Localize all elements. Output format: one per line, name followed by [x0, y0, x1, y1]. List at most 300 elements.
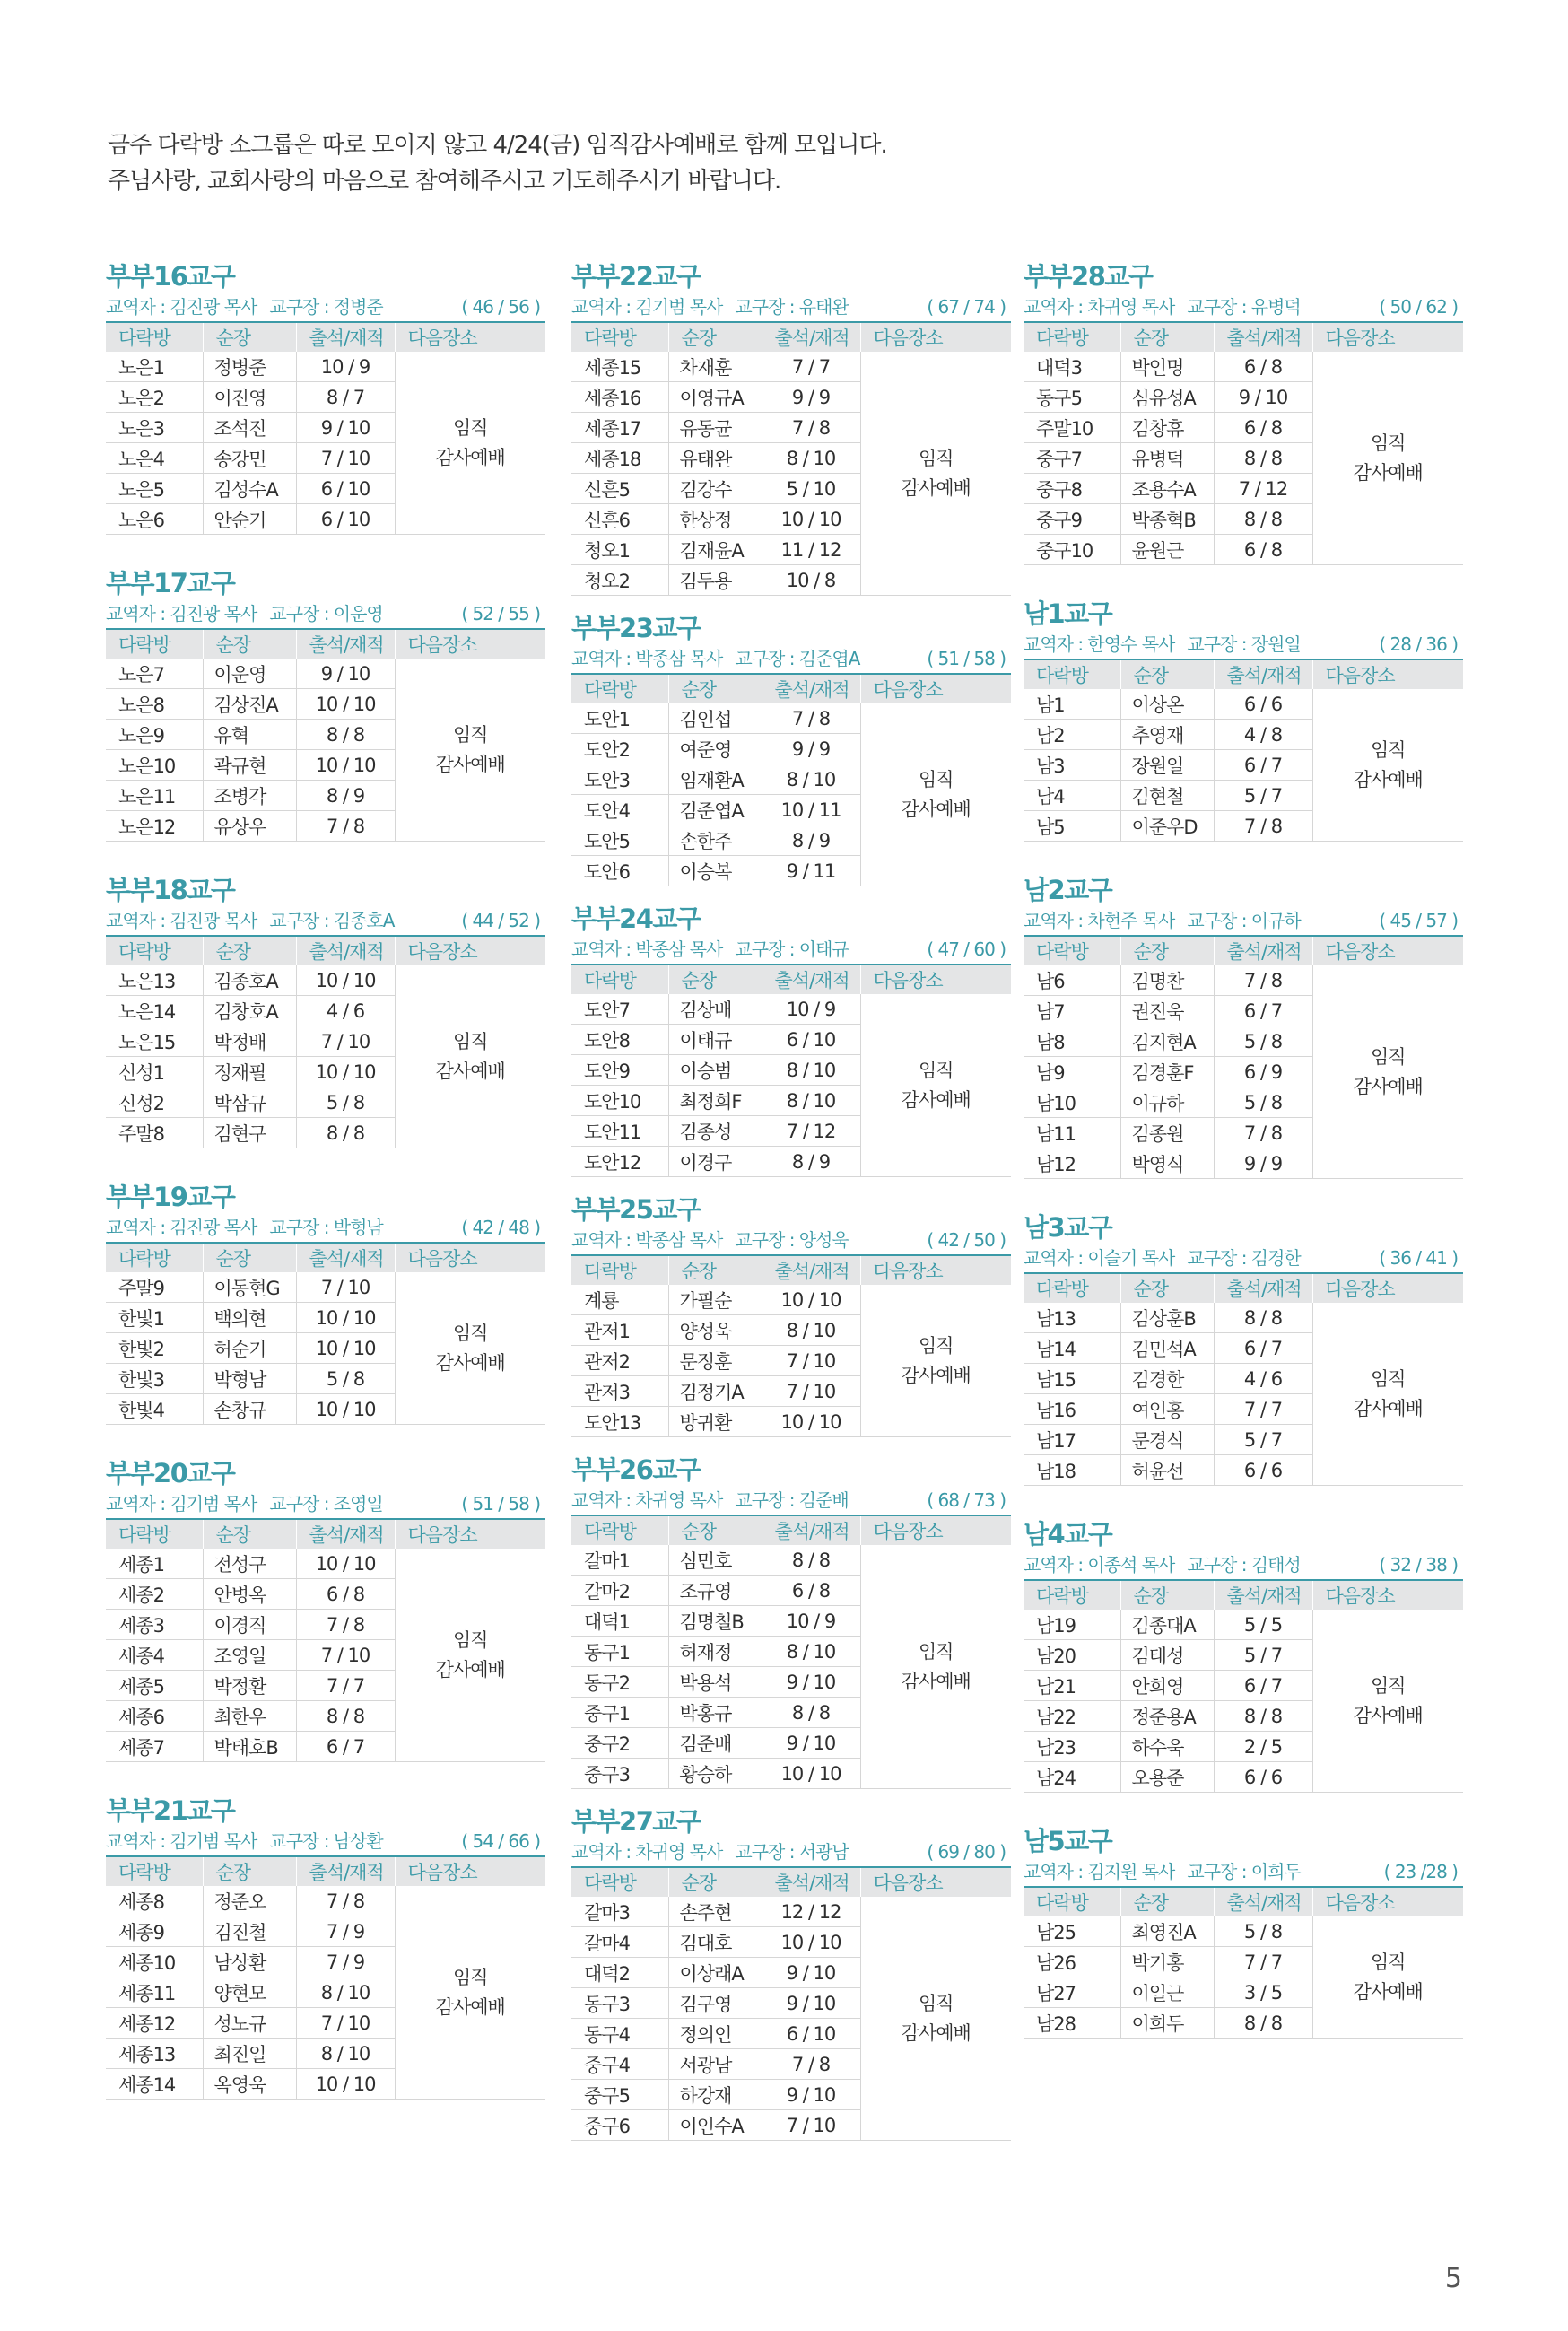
header-attendance: 출석/재적 [296, 1243, 395, 1272]
group-ratio: ( 54 / 66 ) [461, 1830, 540, 1852]
group-ratio: ( 32 / 38 ) [1379, 1554, 1458, 1576]
cell-sunjang: 이승복 [668, 856, 762, 886]
cell-sunjang: 허윤선 [1120, 1455, 1214, 1486]
cell-darakbang: 갈마3 [571, 1897, 668, 1927]
cell-attendance: 5 / 7 [1214, 1640, 1312, 1671]
group-leader: 교구장 : 김준배 [735, 1489, 849, 1511]
cell-darakbang: 세종11 [106, 1977, 203, 2008]
cell-attendance: 10 / 11 [762, 795, 860, 825]
group-block [106, 1457, 545, 1762]
cell-darakbang: 중구9 [1024, 504, 1120, 535]
cell-attendance: 7 / 8 [296, 811, 395, 842]
cell-sunjang: 김민석A [1120, 1333, 1214, 1364]
cell-darakbang: 중구7 [1024, 443, 1120, 474]
cell-attendance: 7 / 10 [296, 2008, 395, 2039]
group-ratio: ( 42 / 48 ) [461, 1217, 540, 1238]
cell-attendance: 6 / 10 [296, 504, 395, 535]
header-attendance: 출석/재적 [1214, 322, 1312, 352]
group-pastor: 교역자 : 한영수 목사 [1024, 633, 1175, 655]
cell-attendance: 7 / 10 [762, 1376, 860, 1407]
cell-darakbang: 남12 [1024, 1148, 1120, 1179]
group-table [1024, 1886, 1463, 2039]
cell-attendance: 10 / 10 [296, 689, 395, 720]
cell-sunjang: 최영진A [1120, 1916, 1214, 1947]
cell-darakbang: 세종4 [106, 1640, 203, 1671]
group-block [106, 567, 545, 842]
cell-attendance: 6 / 6 [1214, 689, 1312, 720]
group-leader: 교구장 : 김태성 [1187, 1554, 1301, 1576]
cell-darakbang: 남21 [1024, 1671, 1120, 1701]
group-title: 남1교구 [1024, 598, 1112, 629]
group-pastor: 교역자 : 김기범 목사 [571, 296, 723, 318]
header-sunjang: 순장 [668, 1515, 762, 1545]
header-next-place: 다음장소 [395, 1243, 545, 1272]
cell-sunjang: 전성구 [203, 1549, 296, 1579]
table-row [106, 1549, 545, 1579]
cell-sunjang: 백의현 [203, 1303, 296, 1333]
header-darakbang: 다락방 [1024, 936, 1120, 965]
header-next-place: 다음장소 [860, 965, 1011, 994]
group-meta [1024, 1244, 1463, 1272]
table-row [1024, 1303, 1463, 1333]
header-next-place: 다음장소 [1312, 1887, 1463, 1916]
header-darakbang: 다락방 [106, 1243, 203, 1272]
cell-darakbang: 남20 [1024, 1640, 1120, 1671]
cell-attendance: 10 / 10 [296, 1333, 395, 1364]
cell-darakbang: 남5 [1024, 811, 1120, 842]
next-place-line-2: 감사예배 [901, 798, 971, 820]
group-title: 부부26교구 [571, 1454, 701, 1485]
cell-next-place [1312, 689, 1463, 842]
header-next-place: 다음장소 [1312, 1273, 1463, 1303]
header-darakbang: 다락방 [571, 965, 668, 994]
cell-darakbang: 동구4 [571, 2019, 668, 2049]
next-place-line-2: 감사예배 [901, 1088, 971, 1111]
cell-attendance: 10 / 10 [296, 750, 395, 781]
header-sunjang: 순장 [668, 1255, 762, 1285]
group-title: 남5교구 [1024, 1826, 1112, 1856]
cell-attendance: 10 / 10 [762, 504, 860, 535]
cell-darakbang: 노은10 [106, 750, 203, 781]
group-table [106, 1518, 545, 1762]
table-row [571, 1285, 1011, 1315]
cell-attendance: 7 / 10 [296, 1640, 395, 1671]
cell-attendance: 11 / 12 [762, 535, 860, 565]
cell-attendance: 6 / 10 [296, 474, 395, 504]
cell-darakbang: 중구8 [1024, 474, 1120, 504]
cell-sunjang: 김명철B [668, 1606, 762, 1637]
cell-attendance: 7 / 7 [1214, 1394, 1312, 1425]
cell-next-place [1312, 965, 1463, 1179]
cell-darakbang: 노은6 [106, 504, 203, 535]
group-ratio: ( 69 / 80 ) [927, 1841, 1006, 1863]
cell-attendance: 10 / 10 [762, 1927, 860, 1958]
header-darakbang: 다락방 [571, 322, 668, 352]
group-leader: 교구장 : 이희두 [1187, 1861, 1301, 1882]
table-header-row [106, 1519, 545, 1549]
cell-sunjang: 추영재 [1120, 720, 1214, 750]
cell-attendance: 8 / 10 [762, 1315, 860, 1346]
cell-attendance: 5 / 7 [1214, 1425, 1312, 1455]
cell-sunjang: 김태성 [1120, 1640, 1214, 1671]
cell-sunjang: 임재환A [668, 764, 762, 795]
cell-darakbang: 노은8 [106, 689, 203, 720]
cell-darakbang: 한빛3 [106, 1364, 203, 1394]
cell-next-place [1312, 352, 1463, 565]
cell-attendance: 5 / 8 [1214, 1026, 1312, 1057]
group-leader: 교구장 : 김종호A [269, 910, 395, 931]
cell-attendance: 6 / 7 [1214, 996, 1312, 1026]
cell-darakbang: 도안3 [571, 764, 668, 795]
cell-sunjang: 이승범 [668, 1055, 762, 1086]
group-table [106, 628, 545, 842]
cell-attendance: 10 / 10 [296, 965, 395, 996]
next-place-line-1: 임직 [1370, 1951, 1406, 1973]
cell-attendance: 6 / 8 [1214, 413, 1312, 443]
column-middle [571, 260, 1011, 2157]
cell-sunjang: 정재필 [203, 1057, 296, 1087]
cell-darakbang: 노은7 [106, 659, 203, 689]
header-attendance: 출석/재적 [1214, 1580, 1312, 1610]
cell-darakbang: 남11 [1024, 1118, 1120, 1148]
cell-darakbang: 관저1 [571, 1315, 668, 1346]
table-row [1024, 965, 1463, 996]
cell-sunjang: 최한우 [203, 1701, 296, 1732]
group-title: 부부28교구 [1024, 261, 1153, 292]
cell-darakbang: 도안6 [571, 856, 668, 886]
cell-sunjang: 정준오 [203, 1886, 296, 1916]
group-ratio: ( 50 / 62 ) [1379, 296, 1458, 318]
cell-attendance: 6 / 8 [1214, 535, 1312, 565]
cell-sunjang: 박정환 [203, 1671, 296, 1701]
header-next-place: 다음장소 [860, 674, 1011, 703]
cell-darakbang: 신성2 [106, 1087, 203, 1118]
cell-sunjang: 정병준 [203, 352, 296, 382]
header-attendance: 출석/재적 [296, 629, 395, 659]
header-next-place: 다음장소 [1312, 659, 1463, 689]
cell-darakbang: 도안2 [571, 734, 668, 764]
cell-sunjang: 안희영 [1120, 1671, 1214, 1701]
cell-sunjang: 정준용A [1120, 1701, 1214, 1732]
cell-attendance: 7 / 8 [762, 2049, 860, 2080]
cell-sunjang: 박용석 [668, 1667, 762, 1698]
cell-attendance: 9 / 9 [762, 734, 860, 764]
cell-attendance: 9 / 10 [762, 1667, 860, 1698]
table-row [571, 994, 1011, 1025]
cell-attendance: 7 / 8 [1214, 1118, 1312, 1148]
group-meta [571, 292, 1011, 321]
table-header-row [571, 322, 1011, 352]
cell-attendance: 6 / 10 [762, 2019, 860, 2049]
cell-darakbang: 남9 [1024, 1057, 1120, 1087]
cell-darakbang: 도안9 [571, 1055, 668, 1086]
cell-darakbang: 대덕1 [571, 1606, 668, 1637]
header-sunjang: 순장 [668, 674, 762, 703]
cell-attendance: 10 / 9 [296, 352, 395, 382]
cell-sunjang: 문경식 [1120, 1425, 1214, 1455]
cell-attendance: 8 / 7 [296, 382, 395, 413]
cell-darakbang: 세종9 [106, 1916, 203, 1947]
cell-darakbang: 중구10 [1024, 535, 1120, 565]
group-meta [571, 1226, 1011, 1254]
group-block [106, 1181, 545, 1425]
cell-sunjang: 박기홍 [1120, 1947, 1214, 1977]
table-row [106, 965, 545, 996]
cell-attendance: 10 / 10 [762, 1407, 860, 1437]
cell-sunjang: 김준엽A [668, 795, 762, 825]
cell-darakbang: 도안7 [571, 994, 668, 1025]
notice-line-2: 주님사랑, 교회사랑의 마음으로 참여해주시고 기도해주시기 바랍니다. [108, 168, 781, 195]
cell-next-place [1312, 1303, 1463, 1486]
cell-sunjang: 심민호 [668, 1545, 762, 1576]
header-darakbang: 다락방 [1024, 659, 1120, 689]
cell-sunjang: 김종호A [203, 965, 296, 996]
next-place-line-1: 임직 [918, 768, 954, 790]
cell-darakbang: 남23 [1024, 1732, 1120, 1762]
cell-sunjang: 김경훈F [1120, 1057, 1214, 1087]
cell-attendance: 5 / 8 [296, 1087, 395, 1118]
cell-attendance: 8 / 8 [1214, 504, 1312, 535]
cell-sunjang: 조병각 [203, 781, 296, 811]
cell-sunjang: 김종성 [668, 1116, 762, 1147]
header-darakbang: 다락방 [1024, 1273, 1120, 1303]
cell-sunjang: 이준우D [1120, 811, 1214, 842]
group-title: 남4교구 [1024, 1519, 1112, 1550]
cell-sunjang: 김진철 [203, 1916, 296, 1947]
cell-darakbang: 중구6 [571, 2110, 668, 2141]
cell-darakbang: 노은3 [106, 413, 203, 443]
cell-next-place [395, 1549, 545, 1762]
table-row [571, 352, 1011, 382]
cell-sunjang: 최진일 [203, 2039, 296, 2069]
cell-attendance: 8 / 10 [762, 1055, 860, 1086]
cell-attendance: 8 / 10 [762, 1086, 860, 1116]
cell-attendance: 8 / 8 [1214, 2008, 1312, 2039]
cell-darakbang: 세종14 [106, 2069, 203, 2100]
cell-attendance: 5 / 8 [296, 1364, 395, 1394]
cell-sunjang: 방귀환 [668, 1407, 762, 1437]
header-sunjang: 순장 [203, 1519, 296, 1549]
header-darakbang: 다락방 [571, 1867, 668, 1897]
cell-next-place [395, 1272, 545, 1425]
cell-sunjang: 김상배 [668, 994, 762, 1025]
table-header-row [106, 1243, 545, 1272]
group-leader: 교구장 : 유병덕 [1187, 296, 1301, 318]
group-meta [106, 292, 545, 321]
table-header-row [1024, 322, 1463, 352]
cell-next-place [860, 1545, 1011, 1789]
header-attendance: 출석/재적 [1214, 1273, 1312, 1303]
group-meta [1024, 630, 1463, 659]
cell-darakbang: 남22 [1024, 1701, 1120, 1732]
group-pastor: 교역자 : 박종삼 목사 [571, 939, 723, 960]
header-attendance: 출석/재적 [762, 1255, 860, 1285]
cell-darakbang: 세종16 [571, 382, 668, 413]
cell-sunjang: 손창규 [203, 1394, 296, 1425]
cell-attendance: 9 / 10 [1214, 382, 1312, 413]
cell-sunjang: 안순기 [203, 504, 296, 535]
cell-darakbang: 중구1 [571, 1698, 668, 1728]
cell-sunjang: 손주현 [668, 1897, 762, 1927]
cell-sunjang: 박인명 [1120, 352, 1214, 382]
group-pastor: 교역자 : 차현주 목사 [1024, 910, 1175, 931]
group-leader: 교구장 : 장원일 [1187, 633, 1301, 655]
header-attendance: 출석/재적 [296, 1519, 395, 1549]
cell-darakbang: 남18 [1024, 1455, 1120, 1486]
cell-attendance: 12 / 12 [762, 1897, 860, 1927]
group-ratio: ( 68 / 73 ) [927, 1489, 1006, 1511]
cell-attendance: 7 / 8 [296, 1610, 395, 1640]
header-sunjang: 순장 [1120, 1887, 1214, 1916]
cell-darakbang: 신흔6 [571, 504, 668, 535]
group-table [1024, 321, 1463, 565]
group-title: 부부22교구 [571, 261, 701, 292]
cell-darakbang: 세종3 [106, 1610, 203, 1640]
group-title: 부부20교구 [106, 1458, 235, 1489]
next-place-line-2: 감사예배 [435, 753, 505, 775]
cell-darakbang: 한빛1 [106, 1303, 203, 1333]
cell-sunjang: 김재윤A [668, 535, 762, 565]
cell-sunjang: 박삼규 [203, 1087, 296, 1118]
cell-attendance: 7 / 10 [762, 2110, 860, 2141]
cell-darakbang: 갈마4 [571, 1927, 668, 1958]
next-place-line-2: 감사예배 [1353, 1980, 1423, 2003]
cell-sunjang: 김대호 [668, 1927, 762, 1958]
next-place-line-1: 임직 [452, 1030, 488, 1052]
group-leader: 교구장 : 김준엽A [735, 648, 860, 669]
group-leader: 교구장 : 서광남 [735, 1841, 849, 1863]
next-place-line-2: 감사예배 [901, 1364, 971, 1386]
cell-attendance: 7 / 10 [296, 1272, 395, 1303]
header-darakbang: 다락방 [1024, 1887, 1120, 1916]
group-ratio: ( 67 / 74 ) [927, 296, 1006, 318]
cell-sunjang: 유상우 [203, 811, 296, 842]
cell-sunjang: 송강민 [203, 443, 296, 474]
cell-darakbang: 도안13 [571, 1407, 668, 1437]
cell-darakbang: 대덕2 [571, 1958, 668, 1988]
cell-attendance: 6 / 8 [296, 1579, 395, 1610]
cell-sunjang: 유동균 [668, 413, 762, 443]
cell-sunjang: 유혁 [203, 720, 296, 750]
header-sunjang: 순장 [1120, 936, 1214, 965]
cell-attendance: 7 / 8 [762, 703, 860, 734]
header-next-place: 다음장소 [1312, 322, 1463, 352]
table-row [106, 352, 545, 382]
table-header-row [571, 1255, 1011, 1285]
cell-darakbang: 남17 [1024, 1425, 1120, 1455]
cell-attendance: 3 / 5 [1214, 1977, 1312, 2008]
group-title: 부부24교구 [571, 904, 701, 934]
group-leader: 교구장 : 이태규 [735, 939, 849, 960]
cell-darakbang: 도안12 [571, 1147, 668, 1177]
group-block [571, 1454, 1011, 1789]
cell-next-place [860, 1897, 1011, 2141]
cell-attendance: 7 / 9 [296, 1947, 395, 1977]
group-table [106, 321, 545, 535]
cell-darakbang: 도안11 [571, 1116, 668, 1147]
group-pastor: 교역자 : 차귀영 목사 [1024, 296, 1175, 318]
next-place-line-2: 감사예배 [1353, 1397, 1423, 1419]
cell-darakbang: 세종18 [571, 443, 668, 474]
cell-attendance: 8 / 8 [1214, 1701, 1312, 1732]
cell-sunjang: 이운영 [203, 659, 296, 689]
table-header-row [106, 322, 545, 352]
table-header-row [106, 629, 545, 659]
cell-attendance: 10 / 10 [296, 1394, 395, 1425]
cell-attendance: 6 / 7 [1214, 1333, 1312, 1364]
cell-darakbang: 중구3 [571, 1759, 668, 1789]
cell-attendance: 8 / 9 [762, 1147, 860, 1177]
header-attendance: 출석/재적 [1214, 1887, 1312, 1916]
group-meta [1024, 292, 1463, 321]
cell-attendance: 5 / 8 [1214, 1916, 1312, 1947]
group-block [106, 260, 545, 535]
cell-attendance: 8 / 9 [296, 781, 395, 811]
cell-sunjang: 이경구 [668, 1147, 762, 1177]
group-ratio: ( 23 /28 ) [1383, 1861, 1458, 1882]
table-header-row [1024, 936, 1463, 965]
table-header-row [571, 965, 1011, 994]
cell-sunjang: 김준배 [668, 1728, 762, 1759]
group-title: 부부17교구 [106, 568, 235, 598]
cell-sunjang: 이상온 [1120, 689, 1214, 720]
group-title: 부부21교구 [106, 1795, 235, 1826]
cell-attendance: 9 / 10 [762, 2080, 860, 2110]
next-place-line-2: 감사예배 [901, 2021, 971, 2044]
group-meta [571, 1838, 1011, 1866]
cell-sunjang: 장원일 [1120, 750, 1214, 781]
group-table [571, 321, 1011, 596]
cell-sunjang: 김상진A [203, 689, 296, 720]
cell-attendance: 5 / 8 [1214, 1087, 1312, 1118]
group-meta [571, 1486, 1011, 1515]
cell-sunjang: 허순기 [203, 1333, 296, 1364]
header-next-place: 다음장소 [395, 1856, 545, 1886]
header-next-place: 다음장소 [1312, 1580, 1463, 1610]
cell-darakbang: 남2 [1024, 720, 1120, 750]
cell-darakbang: 계룡 [571, 1285, 668, 1315]
table-row [1024, 689, 1463, 720]
cell-darakbang: 동구1 [571, 1637, 668, 1667]
group-block [571, 612, 1011, 886]
cell-darakbang: 세종6 [106, 1701, 203, 1732]
cell-sunjang: 문정훈 [668, 1346, 762, 1376]
cell-sunjang: 이상래A [668, 1958, 762, 1988]
header-darakbang: 다락방 [106, 1519, 203, 1549]
cell-darakbang: 청오2 [571, 565, 668, 596]
cell-attendance: 7 / 9 [296, 1916, 395, 1947]
next-place-line-2: 감사예배 [435, 1995, 505, 2018]
cell-darakbang: 신성1 [106, 1057, 203, 1087]
header-sunjang: 순장 [668, 965, 762, 994]
cell-attendance: 10 / 10 [762, 1759, 860, 1789]
next-place-line-1: 임직 [452, 1966, 488, 1988]
cell-darakbang: 세종7 [106, 1732, 203, 1762]
next-place-line-1: 임직 [452, 1628, 488, 1651]
table-header-row [1024, 1887, 1463, 1916]
header-next-place: 다음장소 [395, 322, 545, 352]
cell-darakbang: 중구5 [571, 2080, 668, 2110]
cell-sunjang: 조용수A [1120, 474, 1214, 504]
next-place-line-2: 감사예배 [435, 446, 505, 468]
cell-attendance: 8 / 8 [296, 1118, 395, 1148]
cell-attendance: 10 / 10 [296, 1303, 395, 1333]
cell-darakbang: 남26 [1024, 1947, 1120, 1977]
cell-sunjang: 김지현A [1120, 1026, 1214, 1057]
cell-next-place [395, 965, 545, 1148]
group-pastor: 교역자 : 박종삼 목사 [571, 648, 723, 669]
column-left [106, 260, 545, 2132]
